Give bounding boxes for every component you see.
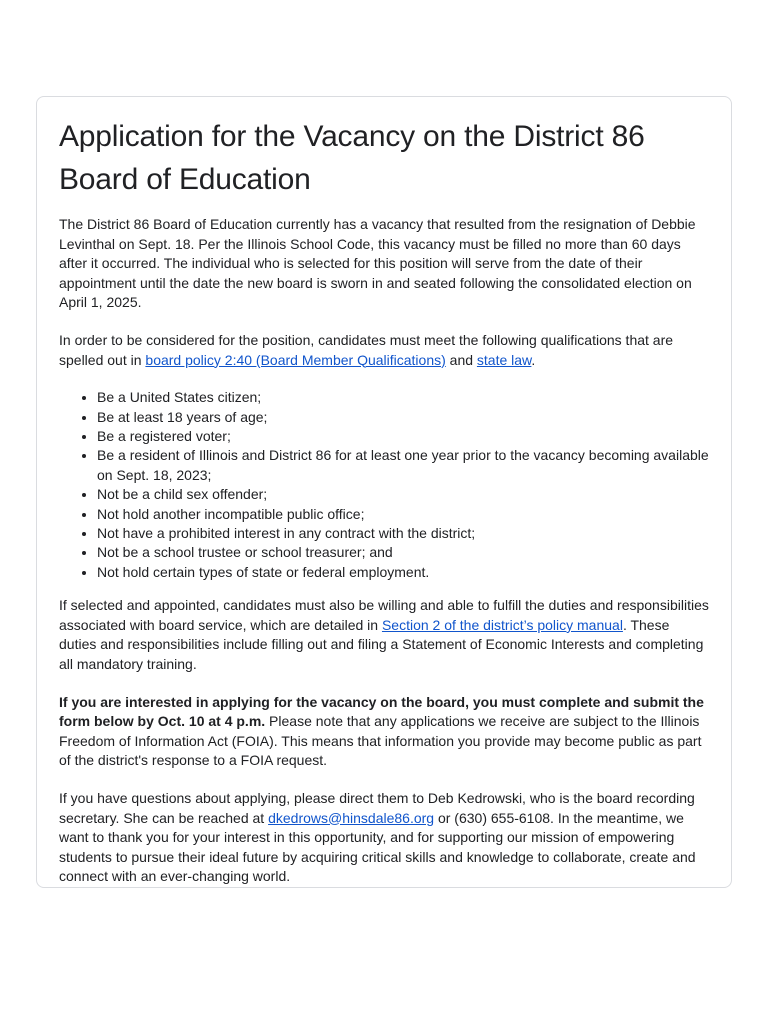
qualifications-text-mid: and [445,351,477,368]
list-item: • Be a United States citizen; [97,388,709,407]
list-item: • Not hold another incompatible public office; [97,505,709,524]
deadline-bold-text: If you are interested in applying for the vacancy on the board, you must complete and submit the form below by Oct. 10 at 4 p.m. [59,693,704,730]
list-item: • Not hold certain types of state or federal employment. [97,563,709,582]
qualifications-text-pre: In order to be considered for the position, candidates must meet the following qualifications that are spelled out in [59,331,674,368]
qualifications-paragraph [59,331,709,370]
list-item: • Be a registered voter; [97,427,709,446]
list-item: • Not have a prohibited interest in any contract with the district; [97,524,709,543]
duties-paragraph [59,596,709,674]
form-description-card [36,96,732,888]
board-policy-link[interactable]: board policy 2:40 (Board Member Qualifications) [145,351,446,368]
requirements-list [59,388,709,582]
list-item: • Not be a child sex offender; [97,485,709,504]
deadline-paragraph [59,693,709,771]
list-item: • Not be a school trustee or school treasurer; and [97,543,709,562]
deadline-text: Please note that any applications we receive are subject to the Illinois Freedom of Information Act (FOIA). This means that information you provide may become public as part of the district's response to a FOIA request. [59,713,702,769]
contact-email-link[interactable]: dkedrows@hinsdale86.org [268,809,435,826]
qualifications-text-post: . [531,351,536,368]
contact-text-pre: If you have questions about applying, please direct them to Deb Kedrowski, who is the board recording secretary. She can be reached at [59,789,695,826]
contact-text-post: or (630) 655-6108. In the meantime, we want to thank you for your interest in this opportunity, and for supporting our mission of empowering students to pursue their ideal future by acquiring critical skills and knowledge to collaborate, create and connect with an ever-changing world. [59,809,696,885]
contact-paragraph [59,789,709,887]
list-item: • Be a resident of Illinois and District 86 for at least one year prior to the vacancy becoming available on Sept. 18, 2023; [97,446,709,485]
duties-text-post: . These duties and responsibilities include filling out and filing a Statement of Economic Interests and completing all mandatory training. [59,616,704,672]
policy-manual-link[interactable]: Section 2 of the district’s policy manual [381,616,623,633]
list-item: • Be at least 18 years of age; [97,408,709,427]
duties-text-pre: If selected and appointed, candidates must also be willing and able to fulfill the duties and responsibilities associated with board service, which are detailed in [59,597,709,633]
form-title: Application for the Vacancy on the District 86 Board of Education [59,120,645,196]
intro-paragraph: The District 86 Board of Education currently has a vacancy that resulted from the resignation of Debbie Levinthal on Sept. 18. Per the Illinois School Code, this vacancy must be filled no more than 60 days after it occurred. The individual who is selected for this position will serve from the date of their appointment until the date the new board is sworn in and seated following the consolidated election on April 1, 2025. [59,216,696,311]
state-law-link[interactable]: state law [476,351,532,368]
